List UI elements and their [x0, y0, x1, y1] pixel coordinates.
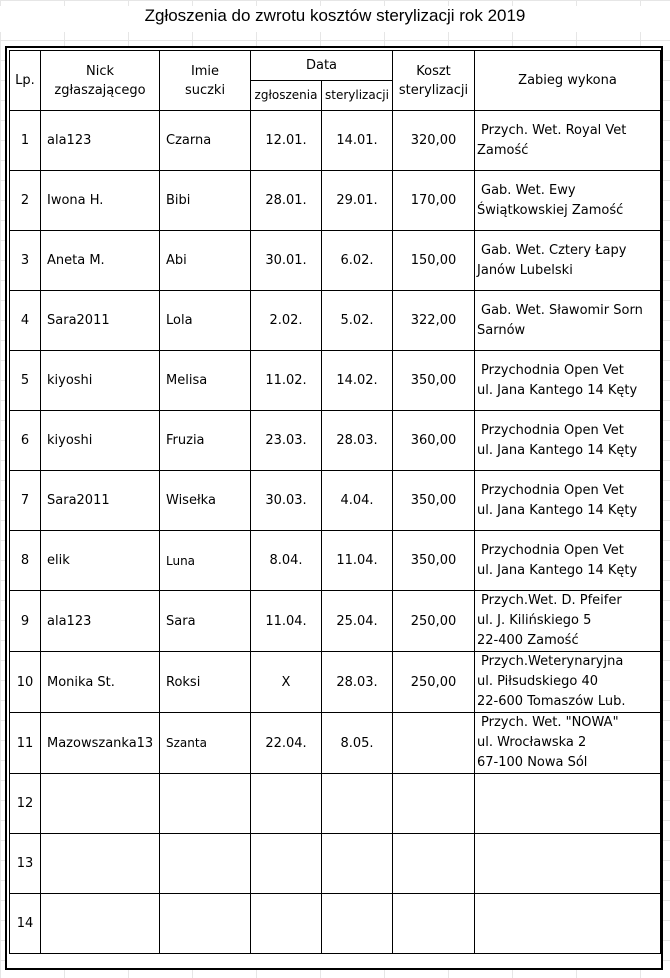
zabieg-line: Sarnów — [477, 322, 526, 338]
cell-sterylizacji: 28.03. — [322, 411, 393, 471]
cell-zgloszenia: 12.01. — [251, 111, 322, 171]
cell-koszt: 350,00 — [393, 531, 475, 591]
cell-sterylizacji: 4.04. — [322, 471, 393, 531]
cell-lp: 7 — [10, 471, 41, 531]
header-imie — [160, 51, 251, 111]
cell-sterylizacji: 14.01. — [322, 111, 393, 171]
cell-koszt — [393, 834, 475, 894]
cell-sterylizacji: 28.03. — [322, 652, 393, 713]
cell-sterylizacji: 5.02. — [322, 291, 393, 351]
cell-zgloszenia: 30.01. — [251, 231, 322, 291]
cell-nick: Sara2011 — [41, 471, 160, 531]
cell-zgloszenia: 11.04. — [251, 591, 322, 652]
cell-zabieg — [475, 834, 661, 894]
cell-zgloszenia: 8.04. — [251, 531, 322, 591]
zabieg-line: Gab. Wet. Cztery Łapy — [481, 242, 627, 258]
zabieg-line: Przych. Wet. "NOWA" — [481, 715, 619, 730]
cell-zabieg — [475, 591, 661, 652]
cell-koszt: 250,00 — [393, 652, 475, 713]
cell-lp: 12 — [10, 774, 41, 834]
zabieg-line: ul. Jana Kantego 14 Kęty — [477, 382, 638, 398]
zabieg-line: Janów Lubelski — [477, 262, 573, 278]
cell-koszt: 320,00 — [393, 111, 475, 171]
zabieg-line: Przychodnia Open Vet — [481, 422, 624, 438]
cell-zabieg — [475, 111, 661, 171]
cell-zgloszenia: 23.03. — [251, 411, 322, 471]
cell-imie: Lola — [160, 291, 251, 351]
cell-sterylizacji — [322, 894, 393, 954]
cell-sterylizacji: 6.02. — [322, 231, 393, 291]
header-lp: Lp. — [10, 51, 41, 111]
table-row — [10, 652, 661, 713]
cell-imie: Roksi — [160, 652, 251, 713]
zabieg-line: 67-100 Nowa Sól — [477, 755, 588, 770]
cell-nick: kiyoshi — [41, 351, 160, 411]
cell-lp: 5 — [10, 351, 41, 411]
header-koszt-line1: Koszt — [416, 63, 451, 79]
cell-koszt: 150,00 — [393, 231, 475, 291]
cell-zabieg — [475, 652, 661, 713]
header-imie-line2: suczki — [184, 82, 226, 98]
cell-zgloszenia: 28.01. — [251, 171, 322, 231]
cell-imie: Abi — [160, 231, 251, 291]
zabieg-line: Gab. Wet. Sławomir Sorn — [481, 302, 643, 318]
cell-imie: Luna — [160, 531, 251, 591]
zabieg-line: Gab. Wet. Ewy — [481, 182, 576, 198]
cell-sterylizacji: 8.05. — [322, 713, 393, 774]
cell-nick — [41, 774, 160, 834]
zabieg-line: Przychodnia Open Vet — [481, 482, 624, 498]
cell-zabieg — [475, 471, 661, 531]
zabieg-line: 22-600 Tomaszów Lub. — [477, 694, 626, 709]
cell-koszt: 170,00 — [393, 171, 475, 231]
table-row — [10, 713, 661, 774]
cell-imie: Bibi — [160, 171, 251, 231]
cell-zabieg — [475, 351, 661, 411]
cell-imie: Wisełka — [160, 471, 251, 531]
cell-zabieg — [475, 531, 661, 591]
zabieg-line: Przych.Wet. D. Pfeifer — [481, 593, 622, 608]
cell-imie — [160, 834, 251, 894]
cell-imie: Szanta — [160, 713, 251, 774]
cell-nick: Mazowszanka13 — [41, 713, 160, 774]
cell-imie — [160, 774, 251, 834]
cell-zgloszenia: X — [251, 652, 322, 713]
table-row — [10, 774, 661, 834]
cell-lp: 9 — [10, 591, 41, 652]
cell-nick: Aneta M. — [41, 231, 160, 291]
cell-koszt — [393, 894, 475, 954]
cell-nick — [41, 834, 160, 894]
cell-nick: elik — [41, 531, 160, 591]
cell-imie: Fruzia — [160, 411, 251, 471]
cell-lp: 8 — [10, 531, 41, 591]
cell-sterylizacji — [322, 774, 393, 834]
table-row — [10, 894, 661, 954]
cell-koszt: 360,00 — [393, 411, 475, 471]
table-body — [10, 111, 661, 954]
cell-sterylizacji: 29.01. — [322, 171, 393, 231]
cell-nick — [41, 894, 160, 954]
cell-imie — [160, 894, 251, 954]
cell-koszt: 350,00 — [393, 471, 475, 531]
cell-lp: 10 — [10, 652, 41, 713]
header-nick — [41, 51, 160, 111]
cell-nick: kiyoshi — [41, 411, 160, 471]
cell-sterylizacji: 25.04. — [322, 591, 393, 652]
sterilization-table — [9, 50, 661, 954]
cell-nick: Sara2011 — [41, 291, 160, 351]
cell-zabieg — [475, 231, 661, 291]
zabieg-line: Przychodnia Open Vet — [481, 362, 624, 378]
zabieg-line: 22-400 Zamość — [477, 633, 579, 648]
cell-nick: Iwona H. — [41, 171, 160, 231]
cell-lp: 14 — [10, 894, 41, 954]
cell-koszt — [393, 774, 475, 834]
zabieg-line: Świątkowskiej Zamość — [477, 202, 624, 218]
cell-lp: 4 — [10, 291, 41, 351]
cell-zgloszenia: 30.03. — [251, 471, 322, 531]
cell-koszt: 250,00 — [393, 591, 475, 652]
cell-zgloszenia: 22.04. — [251, 713, 322, 774]
cell-lp: 1 — [10, 111, 41, 171]
zabieg-line: Przychodnia Open Vet — [481, 542, 624, 558]
cell-zabieg — [475, 894, 661, 954]
cell-lp: 6 — [10, 411, 41, 471]
cell-lp: 3 — [10, 231, 41, 291]
header-koszt-line2: sterylizacji — [398, 82, 469, 98]
zabieg-line: Zamość — [477, 142, 529, 158]
cell-koszt — [393, 713, 475, 774]
page-title: Zgłoszenia do zwrotu kosztów sterylizacji rok 2019 — [0, 6, 670, 32]
zabieg-line: ul. Jana Kantego 14 Kęty — [477, 562, 638, 578]
table-row — [10, 111, 661, 171]
cell-lp: 13 — [10, 834, 41, 894]
table-row — [10, 411, 661, 471]
table-row — [10, 834, 661, 894]
table-row — [10, 351, 661, 411]
header-sterylizacji: sterylizacji — [322, 81, 393, 111]
cell-zabieg — [475, 411, 661, 471]
header-koszt — [393, 51, 475, 111]
zabieg-line: ul. Jana Kantego 14 Kęty — [477, 502, 638, 518]
table-row — [10, 291, 661, 351]
cell-koszt: 350,00 — [393, 351, 475, 411]
zabieg-line: ul. Piłsudskiego 40 — [477, 674, 599, 689]
cell-zgloszenia — [251, 774, 322, 834]
cell-sterylizacji — [322, 834, 393, 894]
cell-nick: ala123 — [41, 111, 160, 171]
header-data: Data — [251, 51, 393, 81]
cell-koszt: 322,00 — [393, 291, 475, 351]
table-row — [10, 171, 661, 231]
cell-zabieg — [475, 171, 661, 231]
cell-zabieg — [475, 713, 661, 774]
cell-lp: 11 — [10, 713, 41, 774]
cell-sterylizacji: 14.02. — [322, 351, 393, 411]
cell-zgloszenia — [251, 834, 322, 894]
zabieg-line: Przych.Weterynaryjna — [481, 654, 624, 669]
cell-zabieg — [475, 291, 661, 351]
cell-imie: Czarna — [160, 111, 251, 171]
table-row — [10, 531, 661, 591]
header-nick-line1: Nick — [85, 63, 114, 79]
header-nick-line2: zgłaszającego — [54, 82, 146, 98]
cell-lp: 2 — [10, 171, 41, 231]
header-imie-line1: Imie — [190, 63, 220, 79]
cell-nick: Monika St. — [41, 652, 160, 713]
zabieg-line: ul. J. Kilińskiego 5 — [477, 613, 592, 628]
header-zgloszenia: zgłoszenia — [251, 81, 322, 111]
cell-nick: ala123 — [41, 591, 160, 652]
table-frame — [5, 46, 663, 970]
zabieg-line: Przych. Wet. Royal Vet — [481, 122, 627, 138]
cell-zgloszenia: 2.02. — [251, 291, 322, 351]
cell-imie: Melisa — [160, 351, 251, 411]
zabieg-line: ul. Jana Kantego 14 Kęty — [477, 442, 638, 458]
table-row — [10, 591, 661, 652]
table-row — [10, 471, 661, 531]
cell-zgloszenia — [251, 894, 322, 954]
cell-zabieg — [475, 774, 661, 834]
table-row — [10, 231, 661, 291]
zabieg-line: ul. Wrocławska 2 — [477, 735, 587, 750]
cell-imie: Sara — [160, 591, 251, 652]
cell-zgloszenia: 11.02. — [251, 351, 322, 411]
header-zabieg: Zabieg wykona — [475, 51, 661, 111]
cell-sterylizacji: 11.04. — [322, 531, 393, 591]
